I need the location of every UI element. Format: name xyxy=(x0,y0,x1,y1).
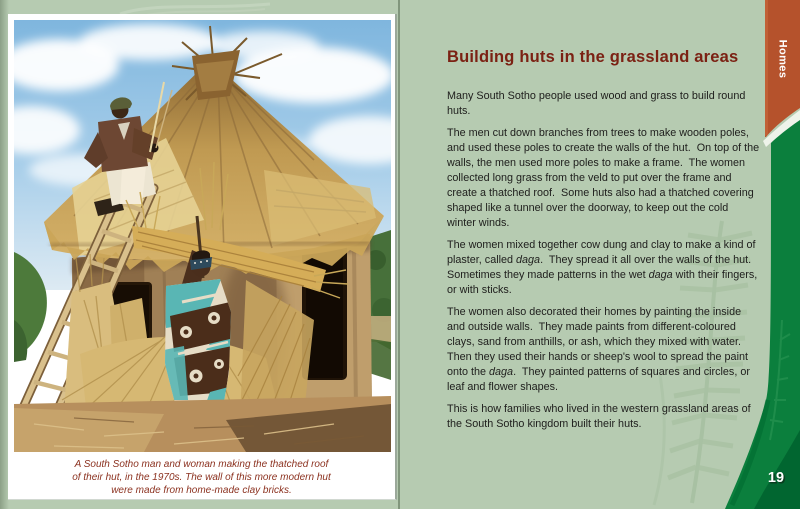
paragraph: This is how families who lived in the western grassland areas of the South Sotho kingdom built their huts. xyxy=(447,403,754,430)
paragraph: Many South Sotho people used wood and grass to build round huts. xyxy=(447,90,749,117)
section-tab-homes[interactable] xyxy=(765,0,800,118)
hut-photo-illustration xyxy=(14,20,391,452)
hut-photo xyxy=(14,20,391,452)
page-title: Building huts in the grassland areas xyxy=(447,48,739,66)
paragraph: The women also decorated their homes by painting the inside and outside walls. They made paints from different-coloured clays, sand from anthills, or ash, which they mixed with water. Then they used their hands or sheep's wool to spread the paint onto the daga. They painted patterns of squares and circles, or leaf and flower shapes. xyxy=(447,306,753,393)
photo-card xyxy=(8,14,397,500)
page-number: 19 xyxy=(767,470,785,486)
page-gutter xyxy=(398,0,400,509)
paragraph: The men cut down branches from trees to make wooden poles, and used these poles to create the walls of the hut. On top of the walls, the men used more poles to make a frame. The women collected long grass from the veld to put over the frame and create a thatched roof. Some huts also had a thatched covering shaped like a tunnel over the doorway, to keep out the cold winter winds. xyxy=(447,127,763,229)
section-tab-label: Homes xyxy=(776,39,789,79)
paragraph: The women mixed together cow dung and clay to make a kind of plaster, called daga. They spread it all over the walls of the hut. Sometimes they made patterns in the wet daga with their fingers, or with sticks. xyxy=(447,239,761,296)
photo-caption: A South Sotho man and woman making the thatched roof of their hut, in the 1970s. The wall of this more modern hut were made from home-made clay bricks. xyxy=(72,459,331,496)
